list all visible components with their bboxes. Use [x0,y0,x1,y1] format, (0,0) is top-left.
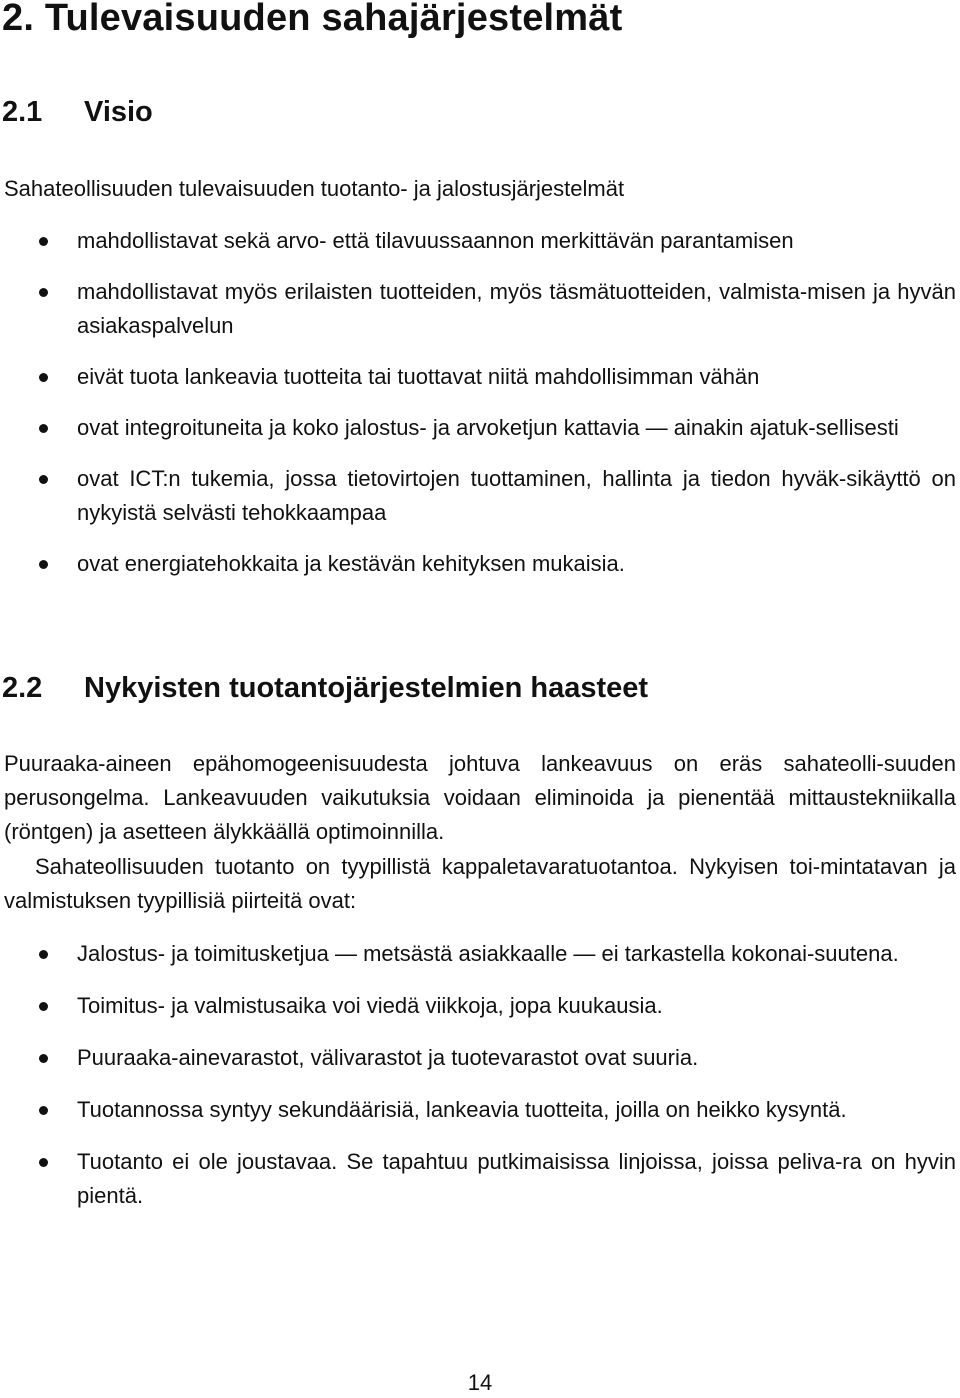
section-title: Visio [84,96,153,128]
list-item [0,275,956,343]
list-item-text: Jalostus- ja toimitusketjua ― metsästä asiakkaalle ― ei tarkastella kokonai-suutena. [77,941,899,966]
list-item-text: mahdollistavat myös erilaisten tuotteiden, myös täsmätuotteiden, valmista-misen ja hyvän asiakaspalvelun [77,279,956,338]
bullet-icon [36,1093,52,1127]
list-item [0,937,956,971]
bullet-icon [36,224,52,258]
chapter-heading: 2. Tulevaisuuden sahajärjestelmät [2,0,623,39]
bullet-icon [36,462,52,496]
list-item [0,224,956,258]
list-item [0,989,956,1023]
bullet-icon [36,547,52,581]
list-item-text: Tuotanto ei ole joustavaa. Se tapahtuu putkimaisissa linjoissa, joissa peliva-ra on hyvin pientä. [77,1149,956,1208]
section-number: 2.1 [2,96,43,128]
list-item [0,547,956,581]
visio-intro: Sahateollisuuden tulevaisuuden tuotanto- ja jalostusjärjestelmät [4,176,625,201]
bullet-icon [36,989,52,1023]
body-paragraph: Puuraaka-aineen epähomogeenisuudesta johtuva lankeavuus on eräs sahateolli-suuden perusongelma. Lankeavuuden vaikutuksia voidaan eliminoida ja pienentää mittaustekniikalla (röntgen) ja asetteen älykkäällä optimoinnilla. [4,751,956,844]
page-number: 14 [467,1370,493,1395]
bullet-icon [36,411,52,445]
section-title: Nykyisten tuotantojärjestelmien haasteet [84,672,649,704]
body-paragraph: Sahateollisuuden tuotanto on tyypillistä kappaletavaratuotantoa. Nykyisen toi-mintatavan ja valmistuksen tyypillisiä piirteitä ovat: [4,854,956,913]
list-item-text: ovat integroituneita ja koko jalostus- ja arvoketjun kattavia ― ainakin ajatuk-sellisesti [77,415,899,440]
section-number: 2.2 [2,672,43,704]
haasteet-bullet-list [0,937,956,1231]
section-heading-haasteet [2,670,648,706]
list-item [0,1145,956,1213]
list-item [0,1041,956,1075]
list-item-text: Tuotannossa syntyy sekundäärisiä, lankeavia tuotteita, joilla on heikko kysyntä. [77,1097,847,1122]
list-item [0,462,956,530]
list-item-text: ovat energiatehokkaita ja kestävän kehityksen mukaisia. [77,551,625,576]
visio-bullet-list [0,224,956,598]
list-item [0,411,956,445]
section-heading-visio [2,94,153,130]
list-item-text: mahdollistavat sekä arvo- että tilavuussaannon merkittävän parantamisen [77,228,794,253]
list-item-text: eivät tuota lankeavia tuotteita tai tuottavat niitä mahdollisimman vähän [77,364,760,389]
list-item-text: Toimitus- ja valmistusaika voi viedä viikkoja, jopa kuukausia. [77,993,663,1018]
bullet-icon [36,275,52,309]
list-item [0,360,956,394]
bullet-icon [36,1041,52,1075]
bullet-icon [36,360,52,394]
list-item-text: Puuraaka-ainevarastot, välivarastot ja tuotevarastot ovat suuria. [77,1045,699,1070]
list-item [0,1093,956,1127]
list-item-text: ovat ICT:n tukemia, jossa tietovirtojen tuottaminen, hallinta ja tiedon hyväk-sikäyttö on nykyistä selvästi tehokkaampaa [77,466,956,525]
bullet-icon [36,937,52,971]
bullet-icon [36,1145,52,1179]
